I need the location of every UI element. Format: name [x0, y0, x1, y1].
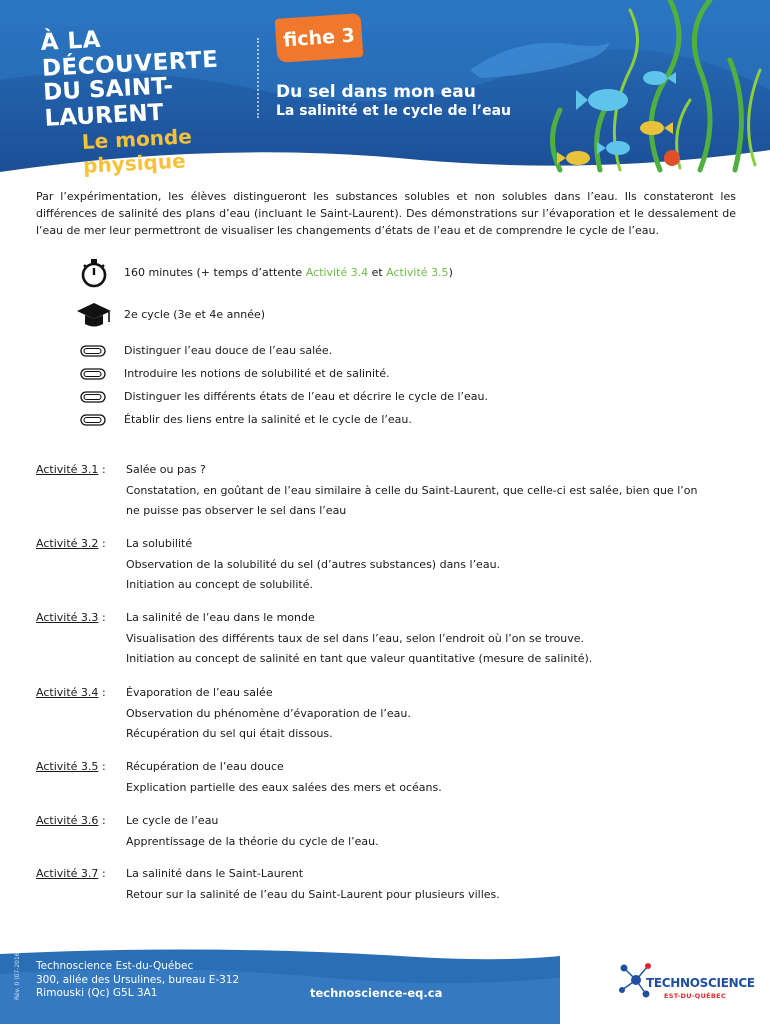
activity-desc: Visualisation des différents taux de sel dans l’eau, selon l’endroit où l’on se trouve. — [126, 631, 585, 645]
activity-colon: : — [102, 814, 106, 827]
series-title-line1: À LA DÉCOUVERTE — [40, 26, 219, 82]
series-title-line3: Le monde physique — [81, 124, 193, 178]
stopwatch-icon — [76, 256, 112, 290]
series-title-line2: DU SAINT-LAURENT — [42, 73, 174, 132]
activity-desc: Initiation au concept de solubilité. — [126, 578, 313, 591]
activity-code-link[interactable]: Activité 3.5 — [36, 760, 99, 773]
level-text: 2e cycle (3e et 4e année) — [124, 308, 266, 321]
activity-title: Le cycle de l’eau — [126, 814, 219, 827]
activity-desc: Récupération du sel qui était dissous. — [126, 727, 333, 740]
revision-ref: Rév. 0 (07-2016) — [14, 950, 21, 1000]
objective-item — [76, 413, 736, 436]
objective-item — [76, 344, 736, 367]
level-row — [76, 298, 736, 334]
paperclip-icon — [80, 368, 106, 380]
page-subtitle: La salinité et le cycle de l’eau — [276, 103, 511, 119]
activity-title: La salinité dans le Saint-Laurent — [126, 867, 304, 880]
activity-colon: : — [102, 537, 106, 550]
duration-middle: et — [368, 266, 387, 279]
activity-desc: Initiation au concept de salinité en tant que valeur quantitative (mesure de salinité). — [126, 652, 593, 665]
objective-text: Distinguer l’eau douce de l’eau salée. — [124, 344, 333, 357]
activity-desc: Explication partielle des eaux salées des mers et océans. — [126, 780, 442, 794]
fiche-badge: fiche 3 — [275, 13, 364, 63]
activity-code-link[interactable]: Activité 3.1 — [36, 463, 99, 476]
page-title: Du sel dans mon eau — [276, 82, 476, 102]
activity-code-link[interactable]: Activité 3.4 — [36, 686, 99, 699]
activity-title: Évaporation de l’eau salée — [126, 686, 273, 699]
activity-code-link[interactable]: Activité 3.2 — [36, 537, 99, 550]
paperclip-icon — [80, 414, 106, 426]
header-banner — [0, 0, 770, 178]
activity-desc: ne puisse pas observer le sel dans l’eau — [126, 504, 347, 517]
org-name: Technoscience Est-du-Québec — [36, 960, 194, 972]
activity-desc: Retour sur la salinité de l’eau du Saint-Laurent pour plusieurs villes. — [126, 887, 500, 901]
activity-colon: : — [102, 867, 106, 880]
objective-text: Introduire les notions de solubilité et de salinité. — [124, 367, 390, 380]
activity-colon: : — [102, 686, 106, 699]
objective-text: Établir des liens entre la salinité et le cycle de l’eau. — [124, 413, 412, 426]
activity-desc: Constatation, en goûtant de l’eau similaire à celle du Saint-Laurent, que celle-ci est salée, bien que l’on — [126, 483, 698, 497]
intro-paragraph: Par l’expérimentation, les élèves distingueront les substances solubles et non solubles dans l’eau. Ils constateront les différences de salinité des plans d’eau (incluant le Saint-Laurent). Des démonstrations sur l’évaporation et le dessalement de l’eau de mer leur permettront de visualiser les changements d’états de l’eau et de comprendre le cycle de l’eau. — [36, 190, 736, 237]
activity-title: La salinité de l’eau dans le monde — [126, 611, 315, 624]
objectives-list — [76, 344, 736, 436]
logo-subtitle: EST-DU-QUÉBEC — [664, 992, 726, 1000]
activity-desc: Apprentissage de la théorie du cycle de l’eau. — [126, 834, 379, 848]
activity-title: La solubilité — [126, 537, 193, 550]
activity-code-link[interactable]: Activité 3.6 — [36, 814, 99, 827]
paperclip-icon — [80, 345, 106, 357]
activity-title: Salée ou pas ? — [126, 463, 206, 476]
objective-item — [76, 367, 736, 390]
link-activity-3-4[interactable]: Activité 3.4 — [305, 266, 369, 279]
activity-code-link[interactable]: Activité 3.7 — [36, 867, 99, 880]
activity-colon: : — [102, 463, 106, 476]
activity-desc: Observation de la solubilité du sel (d’autres substances) dans l’eau. — [126, 557, 501, 571]
activity-desc: Observation du phénomène d’évaporation de l’eau. — [126, 706, 411, 720]
series-title — [40, 19, 258, 178]
paperclip-icon — [80, 391, 106, 403]
link-activity-3-5[interactable]: Activité 3.5 — [386, 266, 449, 279]
objective-item — [76, 390, 736, 413]
footer-address — [36, 960, 239, 1001]
graduation-cap-icon — [76, 298, 112, 332]
city-address: Rimouski (Qc) G5L 3A1 — [36, 987, 158, 999]
activity-code-link[interactable]: Activité 3.3 — [36, 611, 99, 624]
duration-main: 160 minutes (+ temps d’attente — [124, 266, 306, 279]
activity-colon: : — [102, 611, 106, 624]
duration-end: ) — [448, 266, 453, 279]
duration-row — [76, 256, 736, 292]
objective-text: Distinguer les différents états de l’eau et décrire le cycle de l’eau. — [124, 390, 488, 403]
duration-text — [124, 266, 453, 279]
technoscience-logo — [616, 958, 755, 1008]
street-address: 300, allée des Ursulines, bureau E-312 — [36, 973, 240, 986]
dotted-divider — [257, 38, 259, 118]
website-link[interactable]: technoscience-eq.ca — [310, 986, 443, 1000]
activity-colon: : — [102, 760, 106, 773]
activity-title: Récupération de l’eau douce — [126, 760, 284, 773]
logo-wordmark: TECHNOSCIENCE — [646, 976, 755, 990]
